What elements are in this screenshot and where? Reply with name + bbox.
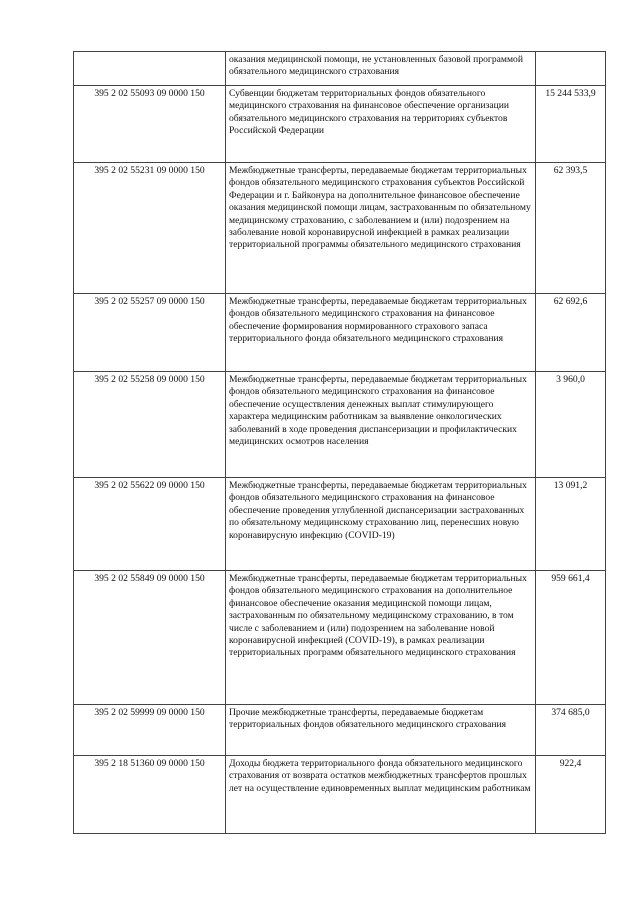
amount-cell: 15 244 533,9: [536, 86, 606, 163]
table-row: [74, 756, 606, 834]
income-name-cell: Прочие межбюджетные трансферты, передаваемые бюджетам территориальных фондов обязательного медицинского страхования: [226, 705, 536, 756]
amount-cell: 62 692,6: [536, 294, 606, 372]
table-row: [74, 86, 606, 163]
budget-code-cell: 395 2 02 55258 09 0000 150: [74, 372, 226, 478]
budget-code-cell: 395 2 02 55231 09 0000 150: [74, 163, 226, 294]
table-row: [74, 478, 606, 571]
table-row: [74, 705, 606, 756]
amount-cell: 3 960,0: [536, 372, 606, 478]
amount-cell: 922,4: [536, 756, 606, 834]
revenue-table: [73, 51, 606, 834]
income-name-cell: Межбюджетные трансферты, передаваемые бюджетам территориальных фондов обязательного медицинского страхования на финансовое обеспечение формирования нормированного страхового запаса территориального фонда обязательного медицинского страхования: [226, 294, 536, 372]
income-name-cell: Доходы бюджета территориального фонда обязательного медицинского страхования от возврата остатков межбюджетных трансфертов прошлых лет на осуществление единовременных выплат медицинским работникам: [226, 756, 536, 834]
income-name-cell: Межбюджетные трансферты, передаваемые бюджетам территориальных фондов обязательного медицинского страхования на финансовое обеспечение проведения углубленной диспансеризации застрахованных по обязательному медицинскому страхованию лиц, перенесших новую коронавирусную инфекцию (COVID-19): [226, 478, 536, 571]
budget-code-cell: 395 2 02 59999 09 0000 150: [74, 705, 226, 756]
income-name-cell: Межбюджетные трансферты, передаваемые бюджетам территориальных фондов обязательного медицинского страхования на дополнительное финансовое обеспечение оказания медицинской помощи лицам, застрахованным по обязательному медицинскому страхованию, в том числе с заболеванием и (или) подозрением на заболевание новой коронавирусной инфекцией (COVID-19), в рамках реализации территориальных программ обязательного медицинского страхования: [226, 571, 536, 705]
amount-cell: 62 393,5: [536, 163, 606, 294]
table-row: [74, 163, 606, 294]
income-name-cell: Межбюджетные трансферты, передаваемые бюджетам территориальных фондов обязательного медицинского страхования субъектов Российской Федерации и г. Байконура на дополнительное финансовое обеспечение оказания медицинской помощи лицам, застрахованным по обязательному медицинскому страхованию, с заболеванием и (или) подозрением на заболевание новой коронавирусной инфекцией в рамках реализации территориальной программы обязательного медицинского страхования: [226, 163, 536, 294]
budget-code-cell: 395 2 18 51360 09 0000 150: [74, 756, 226, 834]
budget-code-cell: [74, 52, 226, 86]
income-name-cell: Межбюджетные трансферты, передаваемые бюджетам территориальных фондов обязательного медицинского страхования на финансовое обеспечение осуществления денежных выплат стимулирующего характера медицинским работникам за выявление онкологических заболеваний в ходе проведения диспансеризации и профилактических медицинских осмотров населения: [226, 372, 536, 478]
income-name-cell: Субвенции бюджетам территориальных фондов обязательного медицинского страхования на финансовое обеспечение организации обязательного медицинского страхования на территориях субъектов Российской Федерации: [226, 86, 536, 163]
table-row: [74, 372, 606, 478]
amount-cell: [536, 52, 606, 86]
budget-code-cell: 395 2 02 55093 09 0000 150: [74, 86, 226, 163]
budget-code-cell: 395 2 02 55622 09 0000 150: [74, 478, 226, 571]
income-name-cell: оказания медицинской помощи, не установленных базовой программой обязательного медицинского страхования: [226, 52, 536, 86]
table-row: [74, 52, 606, 86]
budget-code-cell: 395 2 02 55849 09 0000 150: [74, 571, 226, 705]
amount-cell: 374 685,0: [536, 705, 606, 756]
table-row: [74, 571, 606, 705]
amount-cell: 959 661,4: [536, 571, 606, 705]
amount-cell: 13 091,2: [536, 478, 606, 571]
table-row: [74, 294, 606, 372]
budget-code-cell: 395 2 02 55257 09 0000 150: [74, 294, 226, 372]
